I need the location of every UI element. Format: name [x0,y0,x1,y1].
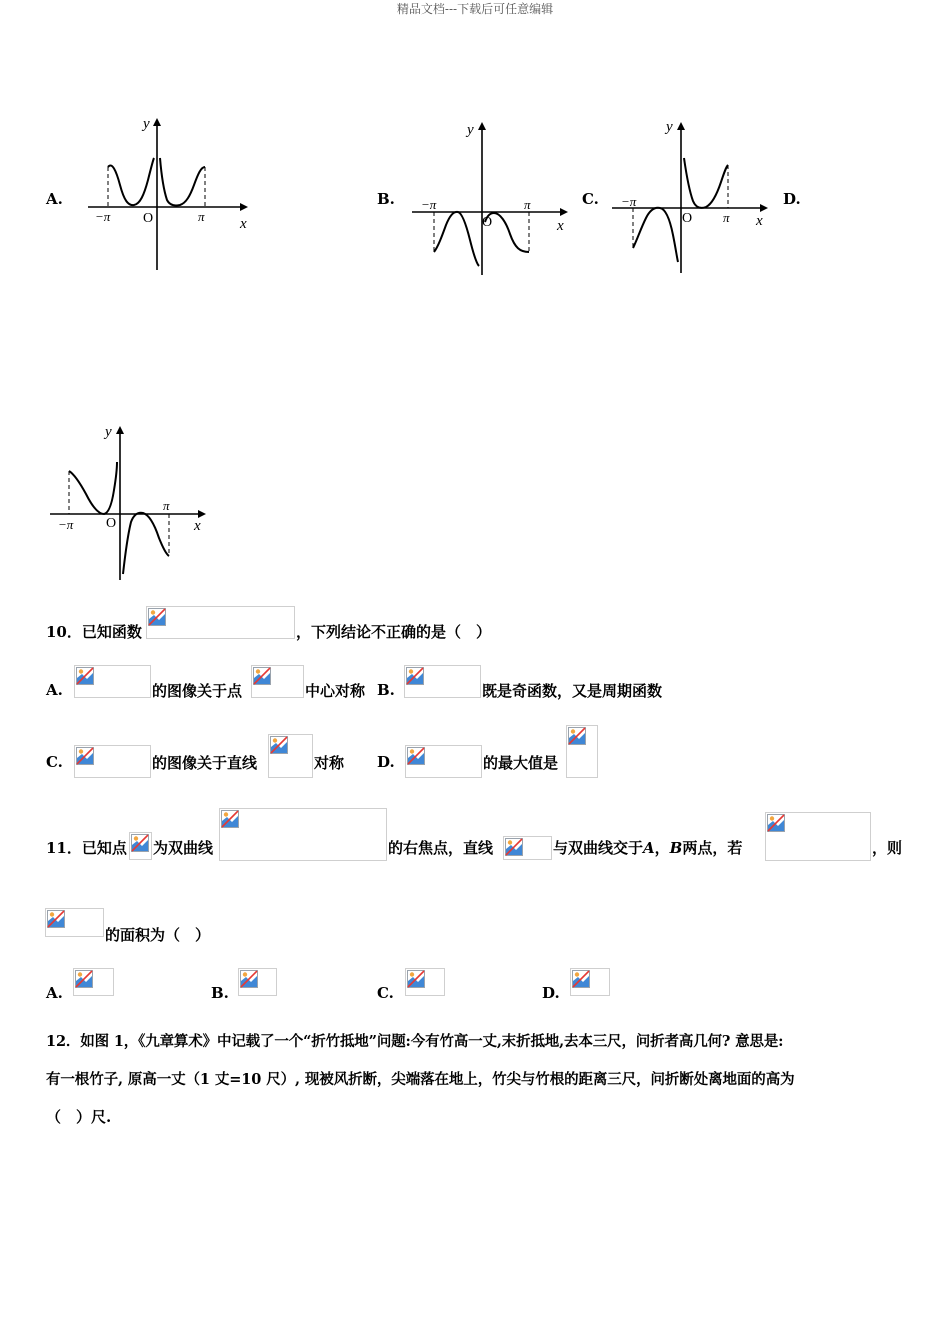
q10-option-a-text-1: 的图像关于点 [152,682,243,700]
image-placeholder-icon [270,736,288,754]
q11-condition-image [765,812,871,861]
q9-option-b-label: B. [377,190,395,208]
graph-d-y-label: y [105,424,112,440]
q10-option-d-label: D. [377,753,395,771]
q11-option-a-label: A. [46,984,63,1002]
q10-option-c-text-1: 的图像关于直线 [152,754,258,772]
graph-d-origin: O [106,516,117,531]
q11-option-c-image [405,968,445,996]
q10-option-c-image-1 [74,745,151,778]
graph-a-x-label: x [240,216,247,232]
graph-c-x-label: x [756,213,763,229]
image-placeholder-icon [131,834,149,852]
q11-option-c-label: C. [377,984,394,1002]
graph-c-pi: π [723,210,730,225]
q10-option-b-text: 既是奇函数，又是周期函数 [482,682,663,700]
q10-option-a-label: A. [46,681,63,699]
image-placeholder-icon [568,727,586,745]
q10-function-image [146,606,295,639]
q11-option-b-image [238,968,277,996]
graph-b-pi: π [524,197,531,212]
graph-a-pi: π [198,209,205,224]
q11-text-3: 与双曲线交于 [553,839,644,857]
q11-option-a-image [73,968,114,996]
q11-text-3-row [553,837,742,858]
page-header: 精品文档---下载后可任意编辑 [396,2,554,16]
image-placeholder-icon [76,747,94,765]
graph-c-neg-pi: −π [621,194,637,209]
image-placeholder-icon [221,810,239,828]
q11-point-b: B [669,839,683,857]
image-placeholder-icon [407,747,425,765]
q11-comma: ， [654,839,670,857]
graph-a-origin: O [143,211,154,226]
graph-a [80,110,260,280]
q10-option-b-image [404,665,481,698]
q11-text-5: ，则 [872,839,903,857]
q12-line-1: 12．如图 1，《九章算术》中记载了一个“折竹抵地”问题:今有竹高一丈,末折抵地,去本三尺，问折者高几何? 意思是: [46,1033,784,1050]
q11-text-2: 的右焦点，直线 [388,839,494,857]
q11-option-d-label: D. [542,984,560,1002]
graph-d-x-label: x [194,518,201,534]
image-placeholder-icon [148,608,166,626]
q9-option-d-label: D. [783,190,801,208]
q11-text-6: 的面积为（ ） [105,926,211,944]
graph-d-pi: π [163,498,170,513]
graph-a-y-label: y [143,116,150,132]
graph-b-y-label: y [467,122,474,138]
q11-stem-prefix: 11．已知点 [46,839,127,857]
q10-option-a-text-2: 中心对称 [305,682,366,700]
q9-option-a-label: A. [46,190,63,208]
image-placeholder-icon [767,814,785,832]
image-placeholder-icon [253,667,271,685]
q10-option-a-image-2 [251,665,304,698]
graph-d [45,418,220,588]
image-placeholder-icon [505,838,523,856]
image-placeholder-icon [572,970,590,988]
q12-line-3: （ ）尺. [46,1108,112,1126]
q10-option-d-value-image [566,725,598,778]
graph-b-origin: O [482,215,493,230]
q10-option-b-label: B. [377,681,395,699]
q10-option-d-image [405,745,482,778]
q11-option-b-label: B. [211,984,229,1002]
q10-option-c-label: C. [46,753,63,771]
graph-d-neg-pi: −π [58,517,74,532]
image-placeholder-icon [406,667,424,685]
q11-hyperbola-image [219,808,387,861]
q10-option-c-image-2 [268,734,313,778]
q11-option-d-image [570,968,610,996]
image-placeholder-icon [76,667,94,685]
q10-option-d-text: 的最大值是 [483,754,559,772]
graph-b-x-label: x [557,218,564,234]
q10-option-a-image-1 [74,665,151,698]
graph-c-origin: O [682,211,693,226]
image-placeholder-icon [240,970,258,988]
graph-c [605,115,775,280]
image-placeholder-icon [75,970,93,988]
q10-option-c-text-2: 对称 [314,754,345,772]
graph-b [405,115,575,280]
graph-c-y-label: y [666,119,673,135]
q11-text-1: 为双曲线 [153,839,214,857]
graph-b-neg-pi: −π [421,197,437,212]
q11-point-a: A [643,839,655,857]
image-placeholder-icon [47,910,65,928]
q10-stem-suffix: ，下列结论不正确的是（ ） [296,623,492,641]
q11-point-image [129,832,152,860]
q11-text-4: 两点，若 [682,839,743,857]
image-placeholder-icon [407,970,425,988]
q9-option-c-label: C. [582,190,599,208]
q11-triangle-image [45,908,104,937]
q12-line-2: 有一根竹子, 原高一丈（1 丈=10 尺）, 现被风折断，尖端落在地上，竹尖与竹根的距离三尺，问折断处离地面的高为 [46,1071,795,1088]
q10-stem-prefix: 10．已知函数 [46,623,142,641]
q11-line-image [503,836,552,860]
graph-a-neg-pi: −π [95,209,111,224]
